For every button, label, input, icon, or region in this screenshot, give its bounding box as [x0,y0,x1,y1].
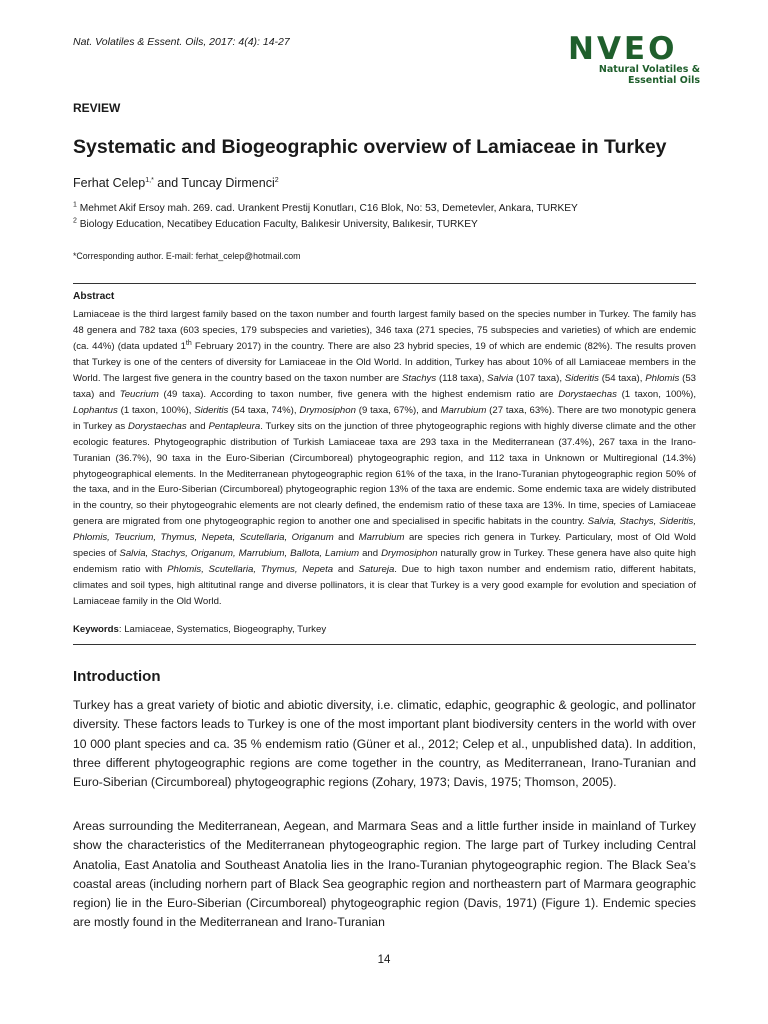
abstract-genus-name: Sideritis [194,404,229,416]
abstract-genus-name: Dorystaechas [558,388,617,400]
abstract-segment: February 2017) in the country. There are also 23 hybrid species, 19 of which are endemic (82%). The results proven that Turkey is one of the centers of diversity for Lamiaceae in the Old World. In addition, Turkey has about 10% of all Lamiaceae members in the World. The largest five genera in the country based on the taxon number are [73,340,696,384]
abstract-genus-name: Salvia, Stachys, Sideritis, Phlomis, Teucrium, Thymus, Nepeta, Scutellaria, Origanum [73,516,696,544]
abstract-segment: . Turkey sits on the junction of three phytogeographic regions with highly diverse climate and the other ecologic features. Phytogeographic distribution of Turkish Lamiaceae taxa are 293 taxa in the Mediterranean (37.4%), 267 taxa in the Irano-Turanian (36.7%), 90 taxa in the Euro-Siberian (Circumboreal) phytogeographic region, and 112 taxa in Unknown or Multiregional (14.3%) phytogeographical elements. In the Mediterranean phytogeographic region 61% of the taxa, in the Irano-Turanian phytogeographic region 50% of the taxa, and in the Euro-Siberian (Circumboreal) phytogeographic region 13% of the taxa are endemic. Some endemic taxa are widely distributed in the country, so their phytogeograhic elements are not clearly defined, the endemism ratio of these taxa are 13%. In time, species of Lamiaceae genera are migrated from one phytogeographic region to another one and specialised in specific habitats in the country. [73,420,697,528]
section-heading-introduction: Introduction [73,668,161,685]
abstract-genus-name: Satureja [358,564,395,576]
affiliation-text: Mehmet Akif Ersoy mah. 269. cad. Urankent Prestij Konutları, C16 Blok, No: 53, Demetevler, Ankara, TURKEY [79,203,578,214]
abstract-genus-name: Stachys [402,372,437,384]
abstract-genus-name: Dorystaechas [128,420,187,432]
abstract-segment: (49 taxa). According to taxon number, five genera with the highest endemism ratio are [158,388,559,400]
author-affiliation-mark: 1,* [145,176,154,184]
logo-wordmark: NVEO [568,31,678,67]
abstract-segment: (118 taxa), [436,372,488,384]
introduction-paragraph: Turkey has a great variety of biotic and abiotic diversity, i.e. climatic, edaphic, geographic & geologic, and pollinator diversity. These factors leads to Turkey is one of the most important plant biodiversity centers in the world with over 10 000 plant species and ca. 35 % endemism ratio (Güner et al., 2012; Celep et al., unpublished data). In addition, three different phytogeographic regions are come together in the country, as Mediterranean, Irano-Turanian and Euro-Siberian (Circumboreal) phytogeographic regions (Zohary, 1973; Davis, 1975; Thomson, 2005). [73,698,696,790]
affiliation-number: 1 [73,201,77,209]
abstract-genus-name: Phlomis [645,372,680,384]
logo-subtitle-line1: Natural Volatiles & [598,64,700,75]
author-name: Tuncay Dirmenci [181,176,275,190]
divider-bottom [73,644,696,645]
abstract-genus-name: Drymosiphon [381,548,438,560]
author-list [73,176,279,190]
abstract-genus-name: Salvia [487,372,514,384]
journal-logo [568,31,700,86]
abstract-genus-name: Marrubium [440,404,487,416]
abstract-segment: (27 taxa, 63%). There are two monotypic genera in Turkey as [73,404,696,432]
abstract-segment: Lamiaceae is the third largest family based on the taxon number and fourth largest family based on the species number in Turkey. The family has 48 genera and 782 taxa (603 species, 179 subspecies and varieties), 346 taxa (271 species, 75 subspecies and varieties) of which are endemic (ca. 44%) (data updated 1 [73,309,696,352]
introduction-paragraph: Areas surrounding the Mediterranean, Aegean, and Marmara Seas and a little further inside in mainland of Turkey show the characteristics of the Mediterranean phytogeographic region. The large part of Turkey including Central Anatolia, East Anatolia and Southeast Anatolia lies in the Irano-Turanian phytogeographic region. The Black Sea’s coastal areas (including norhern part of Black Sea geographic region and northeastern part of Marmara geographic region) lie in the Euro-Siberian (Circumboreal) phytogeographic region (Davis, 1971) (Figure 1). Endemic species are mostly found in the Mediterranean and Irano-Turanian [73,819,696,930]
abstract-superscript: th [185,339,192,347]
keywords-list: : Lamiaceae, Systematics, Biogeography, Turkey [118,624,327,635]
abstract-segment: (54 taxa), [598,372,646,384]
affiliation-text: Biology Education, Necatibey Education Faculty, Balıkesir University, Balıkesir, TURKEY [79,219,478,230]
affiliation [73,203,578,214]
abstract-genus-name: Drymosiphon [299,404,356,416]
abstract-genus-name: Teucrium [119,388,159,400]
keywords [73,624,326,635]
abstract-genus-name: Salvia, Stachys, Origanum, Marrubium, Ballota, Lamium [119,548,360,560]
corresponding-author: *Corresponding author. E-mail: ferhat_celep@hotmail.com [73,251,301,261]
abstract-segment: . Due to high taxon number and endemism ratio, different habitats, climates and soil types, high altitutinal range and diverse pollinators, it is clear that Turkey is a very good example for evolution and speciation of Lamiaceae family in the Old World. [73,564,696,608]
abstract-segment: (1 taxon, 100%), [616,388,697,400]
abstract-heading: Abstract [73,291,115,302]
abstract-segment: and [333,564,359,576]
abstract-segment: are species rich genera in Turkey. Particulary, most of Old Wold species of [73,532,696,560]
abstract-segment: (107 taxa), [513,372,565,384]
keywords-label: Keywords [73,624,119,635]
abstract-genus-name: Pentapleura [208,420,261,432]
abstract-segment: (54 taxa, 74%), [228,404,300,416]
author-affiliation-mark: 2 [274,176,279,184]
abstract-text [73,307,696,610]
author-joiner: and [153,176,182,190]
abstract-segment: (1 taxon, 100%), [117,404,195,416]
logo-subtitle-line2: Essential Oils [627,75,700,86]
abstract-segment: (9 taxa, 67%), and [355,404,441,416]
affiliation [73,219,478,230]
article-title: Systematic and Biogeographic overview of Lamiaceae in Turkey [73,136,667,158]
abstract-genus-name: Marrubium [358,532,405,544]
abstract-segment: and [359,548,382,560]
page-number: 14 [377,954,391,966]
divider-top [73,283,696,284]
abstract-genus-name: Lophantus [73,404,118,416]
abstract-genus-name: Phlomis, Scutellaria, Thymus, Nepeta [167,564,334,576]
author-name: Ferhat Celep [73,176,146,190]
abstract-segment: and [186,420,209,432]
journal-reference: Nat. Volatiles & Essent. Oils, 2017: 4(4): 14-27 [73,36,290,48]
article-type: REVIEW [73,101,121,115]
affiliation-number: 2 [73,217,77,225]
abstract-segment: (53 taxa) and [73,372,696,400]
abstract-segment: and [333,532,359,544]
abstract-genus-name: Sideritis [564,372,599,384]
abstract-segment: naturally grow in Turkey. These genera have also quite high endemism ratio with [73,548,696,576]
